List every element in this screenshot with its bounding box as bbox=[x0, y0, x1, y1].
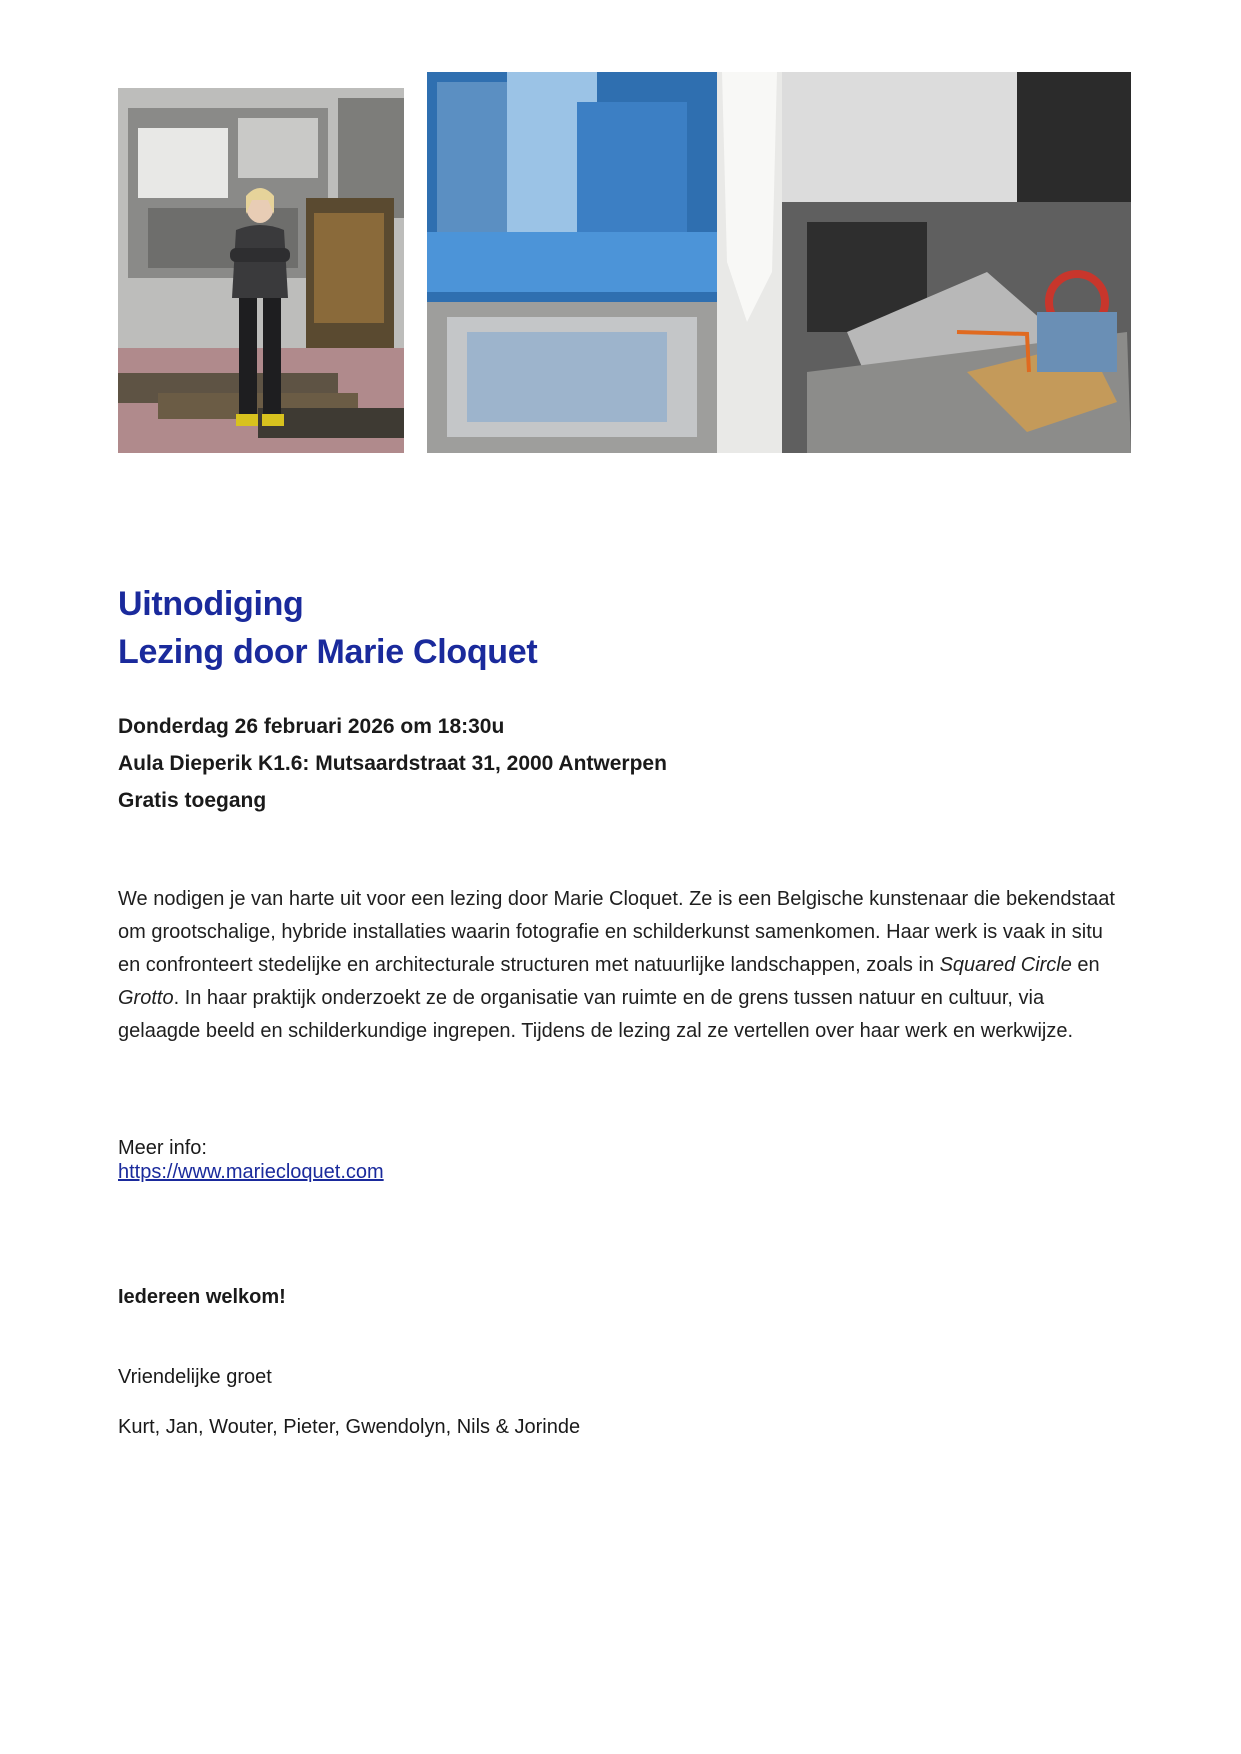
event-location: Aula Dieperik K1.6: Mutsaardstraat 31, 2000 Antwerpen bbox=[118, 752, 667, 775]
event-admission: Gratis toegang bbox=[118, 789, 267, 812]
work-title-squared-circle: Squared Circle bbox=[939, 954, 1072, 976]
event-details bbox=[118, 708, 667, 819]
event-date: Donderdag 26 februari 2026 om 18:30u bbox=[118, 715, 505, 738]
description-part-1: We nodigen je van harte uit voor een lezing door Marie Cloquet. Ze is een Belgische kunstenaar die bekendstaat om grootschalige, hybride installaties waarin fotografie en schilderkunst samenkomen. Haar werk is vaak in situ en confronteert stedelijke en architecturale structuren met natuurlijke landschappen, zoals in bbox=[118, 888, 1115, 976]
work-title-grotto: Grotto bbox=[118, 987, 174, 1009]
greeting-text: Vriendelijke groet bbox=[118, 1366, 272, 1388]
description-part-2: en bbox=[1071, 954, 1100, 976]
more-info bbox=[118, 1136, 384, 1184]
heading-line-invitation: Uitnodiging bbox=[118, 585, 304, 623]
website-link[interactable]: https://www.mariecloquet.com bbox=[118, 1161, 384, 1183]
invitation-heading bbox=[118, 580, 537, 676]
heading-line-lecture: Lezing door Marie Cloquet bbox=[118, 633, 538, 671]
artist-portrait-photo bbox=[118, 88, 404, 453]
welcome-text: Iedereen welkom! bbox=[118, 1286, 286, 1308]
event-description bbox=[118, 883, 1128, 1048]
artwork-installation-photo bbox=[427, 72, 1131, 453]
more-info-label: Meer info: bbox=[118, 1137, 207, 1159]
description-part-3: . In haar praktijk onderzoekt ze de organisatie van ruimte en de grens tussen natuur en cultuur, via gelaagde beeld en schilderkundige ingrepen. Tijdens de lezing zal ze vertellen over haar werk en werkwijze. bbox=[118, 987, 1074, 1042]
signoff-names: Kurt, Jan, Wouter, Pieter, Gwendolyn, Nils & Jorinde bbox=[118, 1416, 581, 1438]
